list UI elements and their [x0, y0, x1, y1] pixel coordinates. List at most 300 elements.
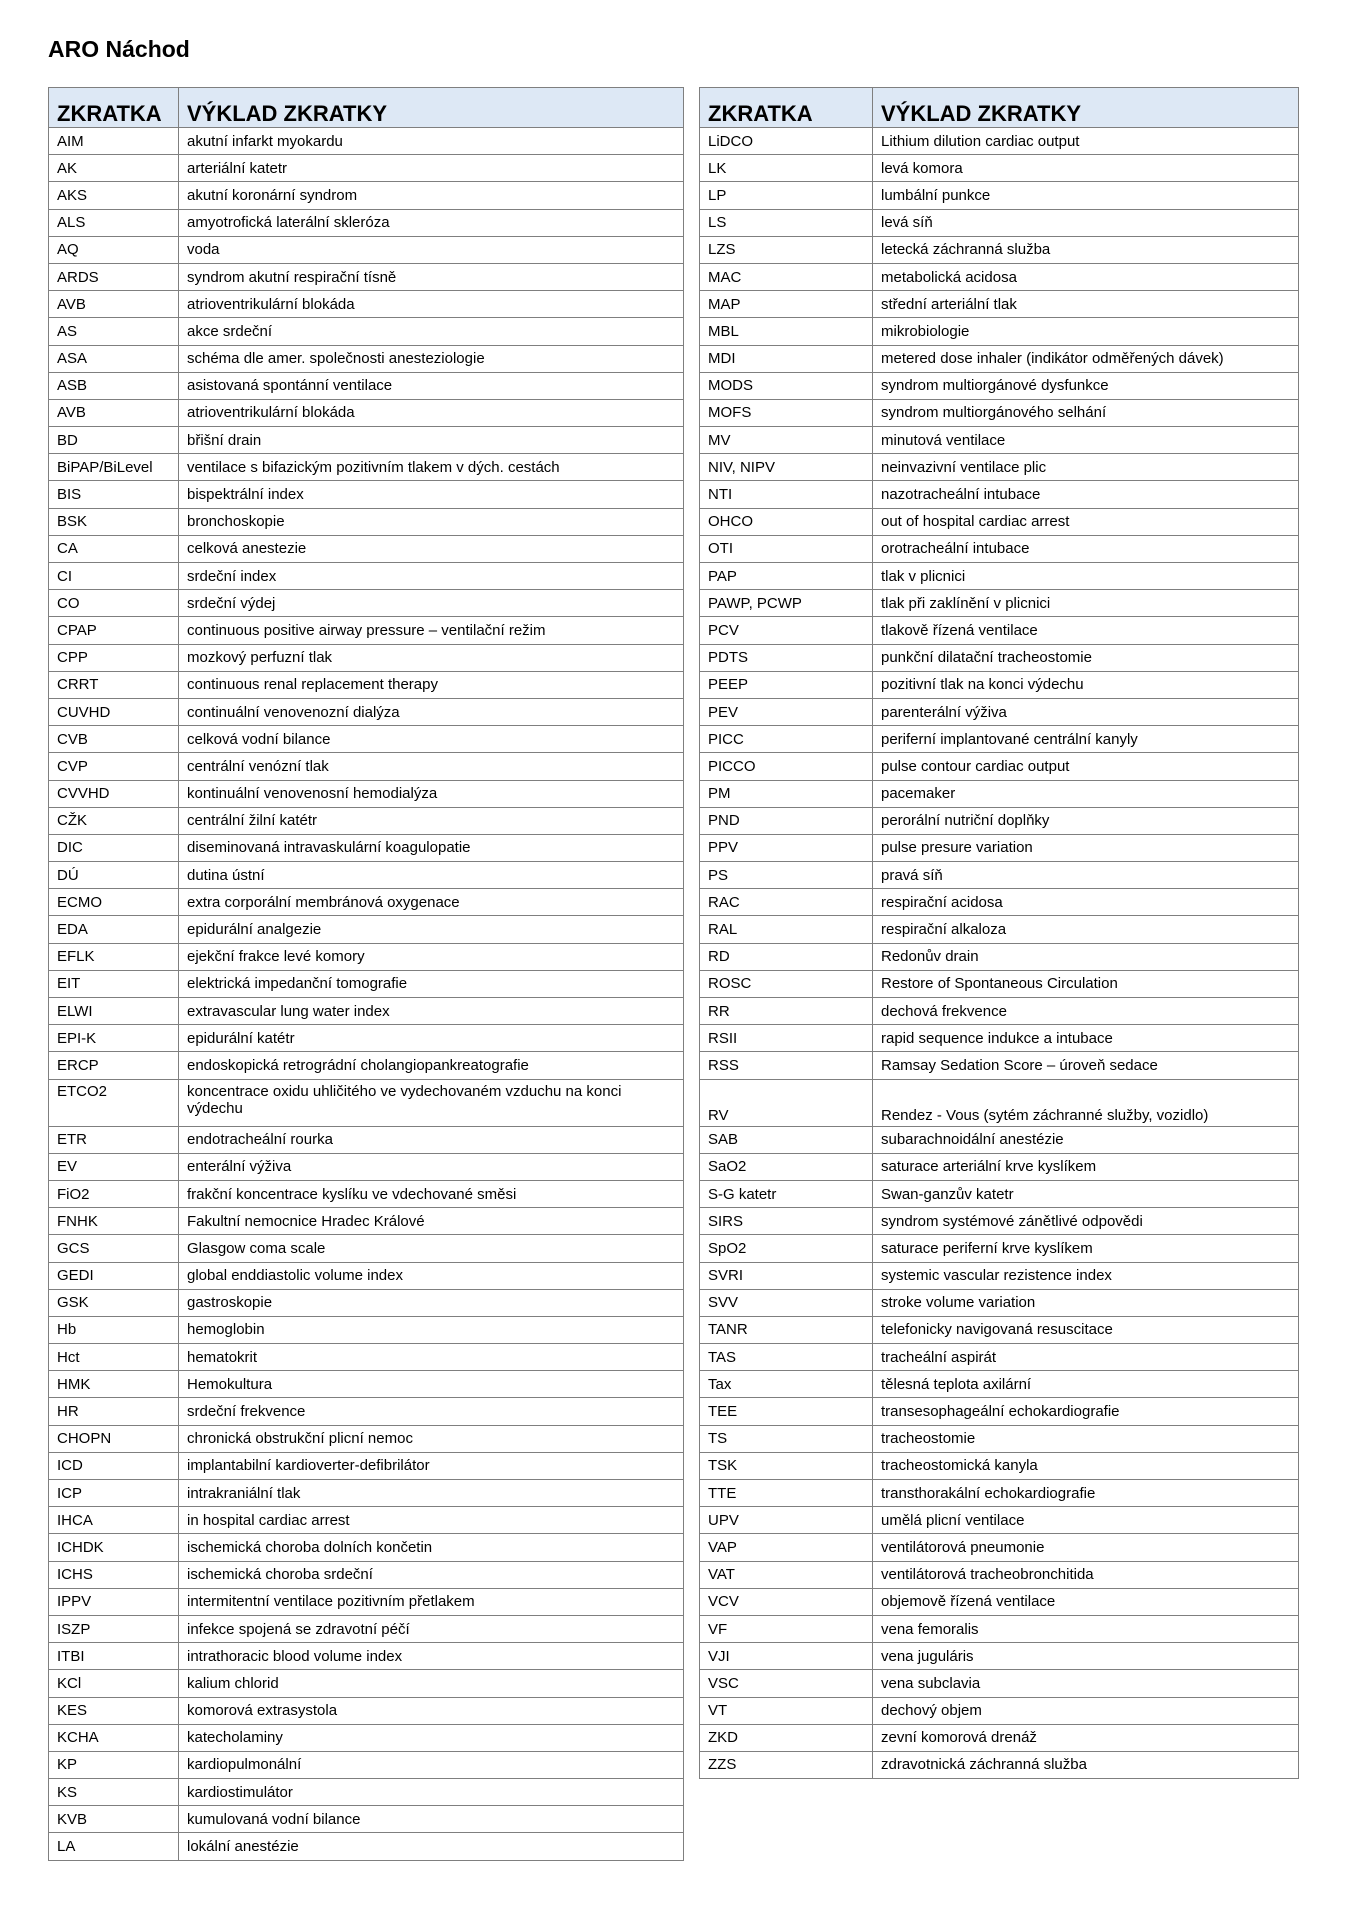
explanation-cell: schéma dle amer. společnosti anesteziologie — [179, 345, 684, 372]
table-row — [700, 1235, 1299, 1262]
table-row — [49, 372, 684, 399]
explanation-cell: stroke volume variation — [873, 1289, 1299, 1316]
abbreviation-cell: S-G katetr — [700, 1180, 873, 1207]
explanation-cell: extravascular lung water index — [179, 998, 684, 1025]
table-row — [700, 1588, 1299, 1615]
explanation-cell: voda — [179, 236, 684, 263]
abbreviation-cell: LiDCO — [700, 128, 873, 155]
abbreviation-cell: MAP — [700, 291, 873, 318]
explanation-cell: Lithium dilution cardiac output — [873, 128, 1299, 155]
abbreviation-cell: AVB — [49, 291, 179, 318]
table-row — [49, 1779, 684, 1806]
abbreviation-cell: TS — [700, 1425, 873, 1452]
abbreviation-cell: CPAP — [49, 617, 179, 644]
table-row — [49, 1751, 684, 1778]
abbreviation-cell: ICP — [49, 1480, 179, 1507]
abbreviation-cell: CUVHD — [49, 698, 179, 725]
table-row — [49, 155, 684, 182]
abbreviation-cell: CŽK — [49, 807, 179, 834]
abbreviation-cell: IPPV — [49, 1588, 179, 1615]
abbreviation-cell: AIM — [49, 128, 179, 155]
explanation-cell: intrathoracic blood volume index — [179, 1643, 684, 1670]
explanation-cell: vena juguláris — [873, 1643, 1299, 1670]
abbreviation-cell: Hb — [49, 1316, 179, 1343]
abbreviation-cell: ITBI — [49, 1643, 179, 1670]
abbreviation-cell: OHCO — [700, 508, 873, 535]
abbreviation-cell: GCS — [49, 1235, 179, 1262]
explanation-cell: nazotracheální intubace — [873, 481, 1299, 508]
abbreviation-cell: PICCO — [700, 753, 873, 780]
abbreviation-cell: ETCO2 — [49, 1079, 179, 1126]
table-row — [700, 291, 1299, 318]
table-row — [700, 1643, 1299, 1670]
abbreviation-cell: LP — [700, 182, 873, 209]
table-row — [700, 726, 1299, 753]
abbreviation-cell: ROSC — [700, 970, 873, 997]
table-row — [700, 481, 1299, 508]
abbreviation-cell: ASA — [49, 345, 179, 372]
abbreviation-cell: PND — [700, 807, 873, 834]
explanation-cell: pozitivní tlak na konci výdechu — [873, 671, 1299, 698]
table-row — [49, 726, 684, 753]
explanation-cell: gastroskopie — [179, 1289, 684, 1316]
table-row — [49, 862, 684, 889]
explanation-cell: Rendez - Vous (sytém záchranné služby, vozidlo) — [873, 1079, 1299, 1126]
table-row — [49, 1670, 684, 1697]
abbreviation-cell: PAWP, PCWP — [700, 590, 873, 617]
table-row — [49, 1643, 684, 1670]
abbreviation-cell: ICHDK — [49, 1534, 179, 1561]
table-row — [49, 644, 684, 671]
explanation-cell: vena subclavia — [873, 1670, 1299, 1697]
abbreviation-cell: CVP — [49, 753, 179, 780]
table-row — [700, 427, 1299, 454]
abbreviation-cell: VT — [700, 1697, 873, 1724]
explanation-cell: vena femoralis — [873, 1615, 1299, 1642]
explanation-cell: continuous positive airway pressure – ventilační režim — [179, 617, 684, 644]
abbreviation-cell: AVB — [49, 399, 179, 426]
abbreviation-cell: FNHK — [49, 1208, 179, 1235]
explanation-cell: out of hospital cardiac arrest — [873, 508, 1299, 535]
explanation-cell: saturace arteriální krve kyslíkem — [873, 1153, 1299, 1180]
abbreviation-cell: MBL — [700, 318, 873, 345]
abbreviation-cell: ERCP — [49, 1052, 179, 1079]
explanation-cell: ischemická choroba srdeční — [179, 1561, 684, 1588]
explanation-cell: pacemaker — [873, 780, 1299, 807]
table-row — [49, 236, 684, 263]
abbreviation-cell: KCl — [49, 1670, 179, 1697]
explanation-cell: asistovaná spontánní ventilace — [179, 372, 684, 399]
table-row — [49, 1344, 684, 1371]
abbreviation-cell: CVVHD — [49, 780, 179, 807]
explanation-cell: parenterální výživa — [873, 698, 1299, 725]
table-row — [49, 998, 684, 1025]
explanation-cell: ventilace s bifazickým pozitivním tlakem v dých. cestách — [179, 454, 684, 481]
explanation-cell: Ramsay Sedation Score – úroveň sedace — [873, 1052, 1299, 1079]
abbreviation-cell: BD — [49, 427, 179, 454]
explanation-cell: kardiopulmonální — [179, 1751, 684, 1778]
abbreviation-cell: GEDI — [49, 1262, 179, 1289]
table-header-row — [700, 88, 1299, 128]
table-row — [49, 182, 684, 209]
table-row — [700, 1724, 1299, 1751]
table-row — [700, 753, 1299, 780]
table-row — [49, 535, 684, 562]
table-header-row — [49, 88, 684, 128]
abbreviation-cell: EIT — [49, 970, 179, 997]
table-row — [700, 1371, 1299, 1398]
abbreviation-cell: TANR — [700, 1316, 873, 1343]
explanation-cell: syndrom systémové zánětlivé odpovědi — [873, 1208, 1299, 1235]
explanation-cell: respirační alkaloza — [873, 916, 1299, 943]
abbreviation-cell: KVB — [49, 1806, 179, 1833]
abbreviation-cell: TEE — [700, 1398, 873, 1425]
explanation-cell: ventilátorová pneumonie — [873, 1534, 1299, 1561]
explanation-cell: transesophageální echokardiografie — [873, 1398, 1299, 1425]
explanation-cell: katecholaminy — [179, 1724, 684, 1751]
abbreviation-cell: HMK — [49, 1371, 179, 1398]
abbreviation-cell: KES — [49, 1697, 179, 1724]
explanation-cell: tělesná teplota axilární — [873, 1371, 1299, 1398]
abbreviation-cell: RSS — [700, 1052, 873, 1079]
explanation-cell: tlakově řízená ventilace — [873, 617, 1299, 644]
table-row — [49, 427, 684, 454]
explanation-cell: syndrom multiorgánové dysfunkce — [873, 372, 1299, 399]
abbreviation-cell: ALS — [49, 209, 179, 236]
table-row — [700, 372, 1299, 399]
table-row — [700, 563, 1299, 590]
table-row — [700, 1534, 1299, 1561]
table-row — [49, 1724, 684, 1751]
explanation-cell: akutní koronární syndrom — [179, 182, 684, 209]
page-title: ARO Náchod — [48, 36, 190, 62]
table-row — [700, 1262, 1299, 1289]
abbreviation-cell: SVV — [700, 1289, 873, 1316]
table-row — [700, 1208, 1299, 1235]
table-row — [49, 1507, 684, 1534]
abbreviation-cell: KP — [49, 1751, 179, 1778]
explanation-cell: metabolická acidosa — [873, 263, 1299, 290]
explanation-cell: akutní infarkt myokardu — [179, 128, 684, 155]
explanation-cell: srdeční index — [179, 563, 684, 590]
table-row — [49, 1452, 684, 1479]
explanation-cell: intrakraniální tlak — [179, 1480, 684, 1507]
abbreviation-cell: ASB — [49, 372, 179, 399]
abbreviation-cell: AQ — [49, 236, 179, 263]
abbreviation-cell: LA — [49, 1833, 179, 1860]
explanation-cell: ejekční frakce levé komory — [179, 943, 684, 970]
table-row — [700, 345, 1299, 372]
table-row — [49, 590, 684, 617]
abbreviation-table-right — [699, 87, 1299, 1779]
explanation-cell: amyotrofická laterální skleróza — [179, 209, 684, 236]
explanation-cell: telefonicky navigovaná resuscitace — [873, 1316, 1299, 1343]
explanation-cell: epidurální katétr — [179, 1025, 684, 1052]
table-row — [49, 970, 684, 997]
table-row — [49, 1235, 684, 1262]
explanation-cell: ventilátorová tracheobronchitida — [873, 1561, 1299, 1588]
table-row — [700, 454, 1299, 481]
explanation-cell: enterální výživa — [179, 1153, 684, 1180]
table-row — [700, 862, 1299, 889]
explanation-cell: elektrická impedanční tomografie — [179, 970, 684, 997]
explanation-cell: ischemická choroba dolních končetin — [179, 1534, 684, 1561]
table-row — [700, 698, 1299, 725]
table-row — [49, 1052, 684, 1079]
table-row — [700, 998, 1299, 1025]
explanation-cell: arteriální katetr — [179, 155, 684, 182]
abbreviation-cell: SpO2 — [700, 1235, 873, 1262]
table-row — [700, 916, 1299, 943]
table-row — [49, 1480, 684, 1507]
header-explanation: VÝKLAD ZKRATKY — [873, 88, 1299, 128]
table-row — [49, 1398, 684, 1425]
table-row — [49, 753, 684, 780]
abbreviation-cell: RV — [700, 1079, 873, 1126]
abbreviation-cell: PM — [700, 780, 873, 807]
explanation-cell: infekce spojená se zdravotní péčí — [179, 1615, 684, 1642]
abbreviation-cell: AKS — [49, 182, 179, 209]
explanation-cell: Fakultní nemocnice Hradec Králové — [179, 1208, 684, 1235]
abbreviation-cell: KS — [49, 1779, 179, 1806]
table-row — [700, 970, 1299, 997]
abbreviation-cell: VAP — [700, 1534, 873, 1561]
table-row — [700, 1425, 1299, 1452]
explanation-cell: centrální žilní katétr — [179, 807, 684, 834]
explanation-cell: Restore of Spontaneous Circulation — [873, 970, 1299, 997]
table-row — [700, 1561, 1299, 1588]
abbreviation-cell: PDTS — [700, 644, 873, 671]
explanation-cell: tracheostomie — [873, 1425, 1299, 1452]
table-row — [49, 1262, 684, 1289]
abbreviation-cell: EV — [49, 1153, 179, 1180]
abbreviation-table-left — [48, 87, 684, 1861]
abbreviation-cell: ELWI — [49, 998, 179, 1025]
table-row — [700, 590, 1299, 617]
abbreviation-cell: CO — [49, 590, 179, 617]
explanation-cell: syndrom akutní respirační tísně — [179, 263, 684, 290]
abbreviation-cell: PCV — [700, 617, 873, 644]
abbreviation-cell: TAS — [700, 1344, 873, 1371]
explanation-cell: continuous renal replacement therapy — [179, 671, 684, 698]
explanation-cell: orotracheální intubace — [873, 535, 1299, 562]
abbreviation-cell: AK — [49, 155, 179, 182]
table-row — [700, 1615, 1299, 1642]
explanation-cell: pravá síň — [873, 862, 1299, 889]
abbreviation-cell: ZZS — [700, 1751, 873, 1778]
table-row — [700, 182, 1299, 209]
abbreviation-cell: ZKD — [700, 1724, 873, 1751]
table-row — [700, 236, 1299, 263]
table-row — [49, 617, 684, 644]
explanation-cell: respirační acidosa — [873, 889, 1299, 916]
table-row — [700, 155, 1299, 182]
explanation-cell: kardiostimulátor — [179, 1779, 684, 1806]
abbreviation-cell: EPI-K — [49, 1025, 179, 1052]
explanation-cell: bispektrální index — [179, 481, 684, 508]
explanation-cell: atrioventrikulární blokáda — [179, 399, 684, 426]
abbreviation-cell: MAC — [700, 263, 873, 290]
table-row — [49, 807, 684, 834]
explanation-cell: endotracheální rourka — [179, 1126, 684, 1153]
explanation-cell: endoskopická retrográdní cholangiopankreatografie — [179, 1052, 684, 1079]
explanation-cell: srdeční výdej — [179, 590, 684, 617]
explanation-cell: lumbální punkce — [873, 182, 1299, 209]
abbreviation-cell: PEEP — [700, 671, 873, 698]
abbreviation-cell: DIC — [49, 834, 179, 861]
abbreviation-cell: TTE — [700, 1480, 873, 1507]
explanation-cell: punkční dilatační tracheostomie — [873, 644, 1299, 671]
table-row — [49, 1588, 684, 1615]
explanation-cell: objemově řízená ventilace — [873, 1588, 1299, 1615]
abbreviation-cell: BSK — [49, 508, 179, 535]
table-row — [49, 318, 684, 345]
abbreviation-cell: SaO2 — [700, 1153, 873, 1180]
explanation-cell: transthorakální echokardiografie — [873, 1480, 1299, 1507]
abbreviation-cell: SIRS — [700, 1208, 873, 1235]
abbreviation-cell: HR — [49, 1398, 179, 1425]
table-row — [700, 263, 1299, 290]
explanation-cell: srdeční frekvence — [179, 1398, 684, 1425]
explanation-cell: tracheostomická kanyla — [873, 1452, 1299, 1479]
abbreviation-cell: EDA — [49, 916, 179, 943]
table-row — [700, 1079, 1299, 1126]
table-row — [49, 1833, 684, 1860]
table-row — [700, 1153, 1299, 1180]
abbreviation-cell: VF — [700, 1615, 873, 1642]
table-row — [700, 1398, 1299, 1425]
table-row — [49, 345, 684, 372]
table-row — [700, 318, 1299, 345]
explanation-cell: diseminovaná intravaskulární koagulopatie — [179, 834, 684, 861]
explanation-cell: lokální anestézie — [179, 1833, 684, 1860]
explanation-cell: zdravotnická záchranná služba — [873, 1751, 1299, 1778]
table-row — [49, 291, 684, 318]
explanation-cell: extra corporální membránová oxygenace — [179, 889, 684, 916]
explanation-cell: neinvazivní ventilace plic — [873, 454, 1299, 481]
table-row — [49, 916, 684, 943]
table-row — [49, 1180, 684, 1207]
table-row — [49, 1079, 684, 1126]
abbreviation-cell: MV — [700, 427, 873, 454]
explanation-cell: střední arteriální tlak — [873, 291, 1299, 318]
abbreviation-cell: BiPAP/BiLevel — [49, 454, 179, 481]
table-row — [49, 563, 684, 590]
abbreviation-cell: ECMO — [49, 889, 179, 916]
table-row — [700, 617, 1299, 644]
explanation-cell: saturace periferní krve kyslíkem — [873, 1235, 1299, 1262]
table-row — [700, 1180, 1299, 1207]
explanation-cell: celková anestezie — [179, 535, 684, 562]
explanation-cell: Swan-ganzův katetr — [873, 1180, 1299, 1207]
explanation-cell: Hemokultura — [179, 1371, 684, 1398]
abbreviation-cell: RD — [700, 943, 873, 970]
explanation-cell: akce srdeční — [179, 318, 684, 345]
table-row — [49, 1126, 684, 1153]
explanation-cell: subarachnoidální anestézie — [873, 1126, 1299, 1153]
explanation-cell: tlak v plicnici — [873, 563, 1299, 590]
abbreviation-cell: RAL — [700, 916, 873, 943]
explanation-cell: dechový objem — [873, 1697, 1299, 1724]
explanation-cell: pulse contour cardiac output — [873, 753, 1299, 780]
abbreviation-cell: ARDS — [49, 263, 179, 290]
explanation-cell: komorová extrasystola — [179, 1697, 684, 1724]
abbreviation-cell: VAT — [700, 1561, 873, 1588]
abbreviation-cell: LS — [700, 209, 873, 236]
abbreviation-cell: PS — [700, 862, 873, 889]
abbreviation-cell: RSII — [700, 1025, 873, 1052]
abbreviation-cell: DÚ — [49, 862, 179, 889]
explanation-cell: celková vodní bilance — [179, 726, 684, 753]
table-row — [700, 671, 1299, 698]
explanation-cell: rapid sequence indukce a intubace — [873, 1025, 1299, 1052]
explanation-cell: minutová ventilace — [873, 427, 1299, 454]
table-row — [49, 1697, 684, 1724]
table-row — [49, 1425, 684, 1452]
abbreviation-cell: KCHA — [49, 1724, 179, 1751]
explanation-cell: kalium chlorid — [179, 1670, 684, 1697]
table-row — [700, 1126, 1299, 1153]
table-row — [49, 1615, 684, 1642]
abbreviation-cell: VJI — [700, 1643, 873, 1670]
abbreviation-cell: MODS — [700, 372, 873, 399]
table-row — [700, 1480, 1299, 1507]
abbreviation-cell: BIS — [49, 481, 179, 508]
table-row — [700, 1697, 1299, 1724]
explanation-cell: letecká záchranná služba — [873, 236, 1299, 263]
table-row — [700, 1344, 1299, 1371]
abbreviation-cell: ISZP — [49, 1615, 179, 1642]
explanation-cell: perorální nutriční doplňky — [873, 807, 1299, 834]
explanation-cell: hematokrit — [179, 1344, 684, 1371]
table-row — [700, 1751, 1299, 1778]
table-row — [49, 1153, 684, 1180]
table-row — [700, 1289, 1299, 1316]
table-row — [700, 508, 1299, 535]
table-row — [700, 1452, 1299, 1479]
explanation-cell: in hospital cardiac arrest — [179, 1507, 684, 1534]
explanation-cell: Glasgow coma scale — [179, 1235, 684, 1262]
explanation-cell: global enddiastolic volume index — [179, 1262, 684, 1289]
abbreviation-cell: UPV — [700, 1507, 873, 1534]
abbreviation-cell: VSC — [700, 1670, 873, 1697]
table-row — [700, 1670, 1299, 1697]
abbreviation-cell: AS — [49, 318, 179, 345]
explanation-cell: dutina ústní — [179, 862, 684, 889]
explanation-cell: mozkový perfuzní tlak — [179, 644, 684, 671]
abbreviation-cell: CRRT — [49, 671, 179, 698]
explanation-cell: hemoglobin — [179, 1316, 684, 1343]
explanation-cell: mikrobiologie — [873, 318, 1299, 345]
header-abbreviation: ZKRATKA — [49, 88, 179, 128]
table-row — [700, 535, 1299, 562]
header-explanation: VÝKLAD ZKRATKY — [179, 88, 684, 128]
table-row — [49, 698, 684, 725]
abbreviation-cell: CPP — [49, 644, 179, 671]
abbreviation-cell: LK — [700, 155, 873, 182]
table-row — [49, 1371, 684, 1398]
explanation-cell: centrální venózní tlak — [179, 753, 684, 780]
explanation-cell: tlak při zaklínění v plicnici — [873, 590, 1299, 617]
explanation-cell: kontinuální venovenosní hemodialýza — [179, 780, 684, 807]
abbreviation-cell: ICD — [49, 1452, 179, 1479]
table-row — [49, 263, 684, 290]
abbreviation-cell: GSK — [49, 1289, 179, 1316]
table-row — [49, 1289, 684, 1316]
table-row — [700, 889, 1299, 916]
abbreviation-cell: CVB — [49, 726, 179, 753]
explanation-cell: umělá plicní ventilace — [873, 1507, 1299, 1534]
